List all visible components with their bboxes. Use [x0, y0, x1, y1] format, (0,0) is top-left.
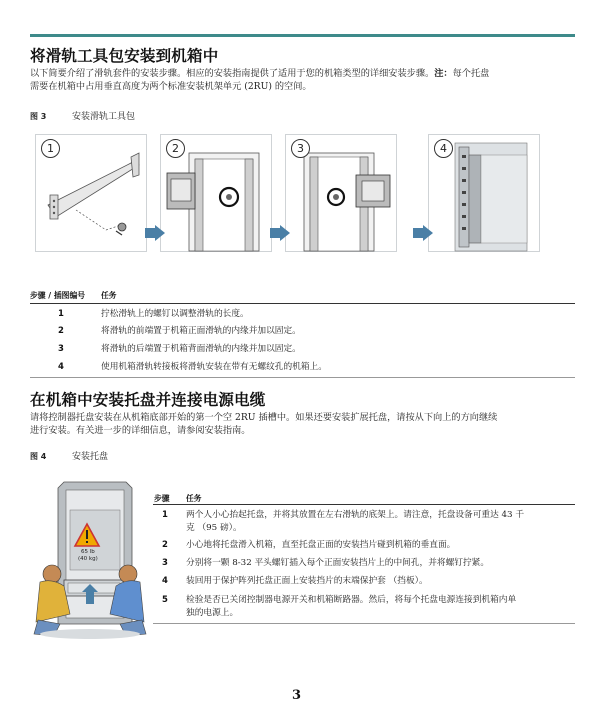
section-intro-tray-install: 请将控制器托盘安装在从机箱底部开始的第一个空 2RU 插槽中。如果还要安装扩展托盘，请按从下向上的方向继续 进行安装。有关进一步的详细信息，请参阅安装指南。 — [30, 412, 498, 436]
table-header-step: 步骤 / 插图编号 — [30, 291, 86, 300]
arrow-right-icon — [145, 225, 165, 241]
section-intro-rail-kit: 以下简要介绍了滑轨套件的安装步骤。相应的安装指南提供了适用于您的机箱类型的详细安装步骤。注：每个托盘 需要在机箱中占用垂直高度为两个标准安装机架单元 (2RU) 的空间。 — [30, 68, 490, 92]
section-title-rail-kit: 将滑轨工具包安装到机箱中 — [30, 47, 219, 65]
figure-panel-4 — [428, 134, 540, 252]
table-header-task: 任务 — [101, 291, 117, 300]
figure-panel-2 — [160, 134, 272, 252]
figure-3-caption: 图 3 安装滑轨工具包 — [30, 112, 136, 122]
table-rule — [30, 303, 575, 304]
figure-panel-1 — [35, 134, 147, 252]
step-badge-2: 2 — [166, 139, 185, 158]
table-rule — [153, 623, 575, 624]
table-rule — [153, 504, 575, 505]
step-badge-4: 4 — [434, 139, 453, 158]
arrow-right-icon — [270, 225, 290, 241]
figure-panel-3 — [285, 134, 397, 252]
page-number: 3 — [292, 688, 302, 703]
step-badge-1: 1 — [41, 139, 60, 158]
arrow-right-icon — [413, 225, 433, 241]
figure-3-illustration — [35, 134, 575, 254]
weight-label: 65 lb (40 kg) — [78, 549, 98, 562]
header-rule — [30, 34, 575, 37]
table-header-task: 任务 — [186, 494, 202, 503]
note-label: 注： — [434, 68, 453, 79]
section-title-tray-install: 在机箱中安装托盘并连接电源电缆 — [30, 391, 266, 409]
figure-4-caption: 图 4 安装托盘 — [30, 452, 109, 462]
table-rule — [30, 377, 575, 378]
step-badge-3: 3 — [291, 139, 310, 158]
table-header-step: 步骤 — [154, 494, 170, 503]
